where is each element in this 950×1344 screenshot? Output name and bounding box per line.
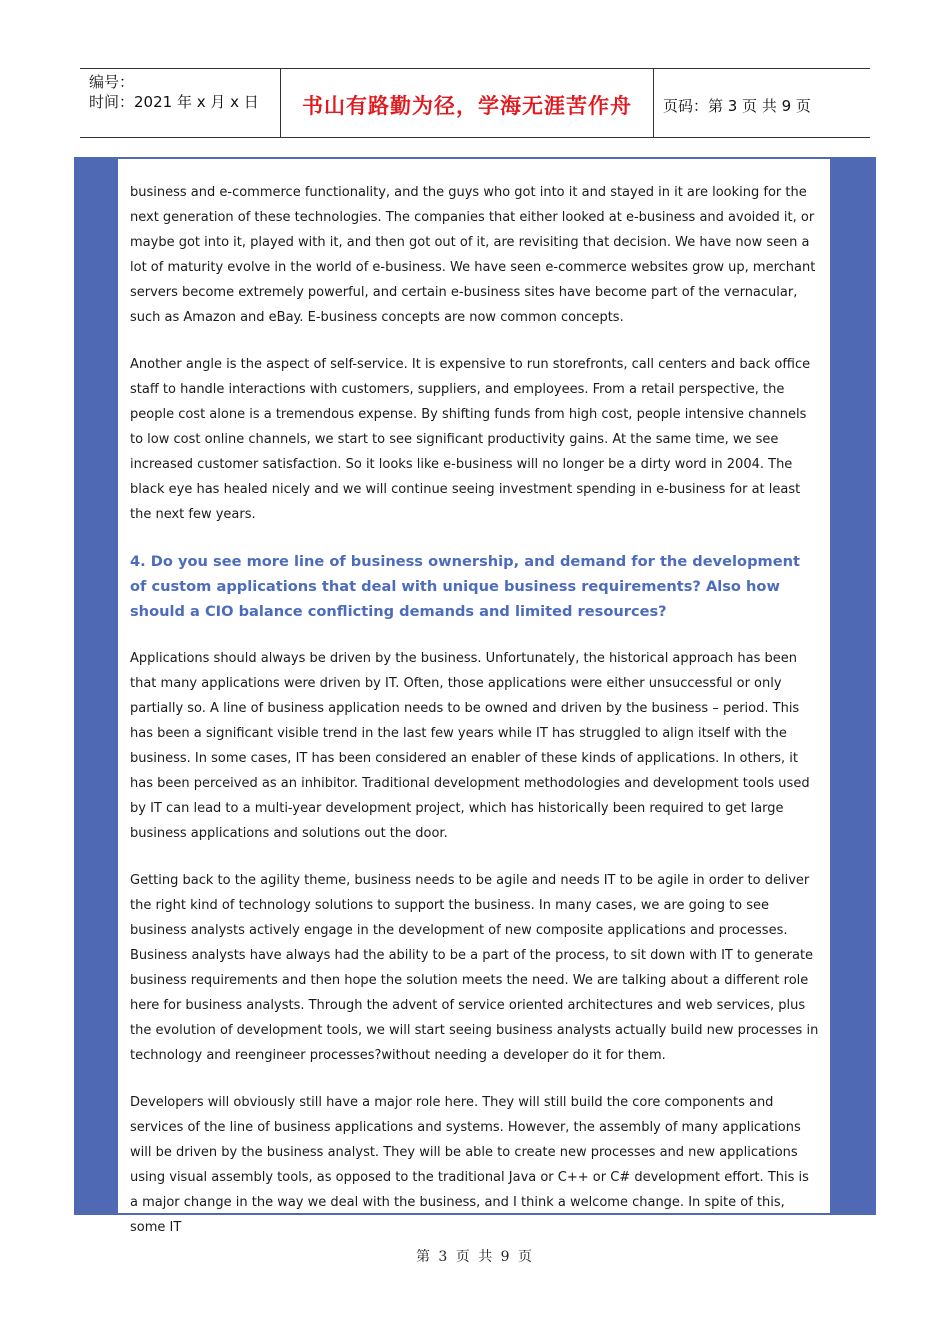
date-label: 时间：2021 年 x 月 x 日 <box>89 93 259 111</box>
page-number-label: 页码：第 3 页 共 9 页 <box>663 96 811 115</box>
header-meta <box>80 69 281 137</box>
article-body <box>118 159 830 1235</box>
number-label: 编号： <box>89 73 135 91</box>
paragraph: Applications should always be driven by the business. Unfortunately, the historical approach has been that many applications were driven by IT. Often, those applications were either unsuccessful or only partially so. A line of business application needs to be owned and driven by the business – period. This has been a significant visible trend in the last few years while IT has struggled to align itself with the business. In some cases, IT has been considered an enabler of these kinds of applications. In others, it has been perceived as an inhibitor. Traditional development methodologies and development tools used by IT can lead to a multi-year development project, which has historically been required to get large business applications and solutions out the door. <box>130 651 810 841</box>
section-question: 4. Do you see more line of business ownership, and demand for the development of custom applications that deal with unique business requirements? Also how should a CIO balance conflicting demands and limited resources? <box>130 553 800 620</box>
page-footer: 第 3 页 共 9 页 <box>415 1249 535 1265</box>
paragraph: Getting back to the agility theme, business needs to be agile and needs IT to be agile in order to deliver the right kind of technology solutions to support the business. In many cases, we are going to see business analysts actively engage in the development of new composite applications and processes. Business analysts have always had the ability to be a part of the process, to sit down with IT to generate business requirements and then hope the solution meets the need. We are talking about a different role here for business analysts. Through the advent of service oriented architectures and web services, plus the evolution of development tools, we will start seeing business analysts actually build new processes in technology and reengineer processes?without needing a developer do it for them. <box>130 873 819 1063</box>
motto: 书山有路勤为径，学海无涯苦作舟 <box>281 69 654 137</box>
paragraph: Another angle is the aspect of self-service. It is expensive to run storefronts, call centers and back office staff to handle interactions with customers, suppliers, and employees. From a retail perspective, the people cost alone is a tremendous expense. By shifting funds from high cost, people intensive channels to low cost online channels, we start to see significant productivity gains. At the same time, we see increased customer satisfaction. So it looks like e-business will no longer be a dirty word in 2004. The black eye has healed nicely and we will continue seeing investment spending in e-business for at least the next few years. <box>130 357 811 522</box>
paragraph: Developers will obviously still have a major role here. They will still build the core components and services of the line of business applications and systems. However, the assembly of many applications will be driven by the business analyst. They will be able to create new processes and new applications using visual assembly tools, as opposed to the traditional Java or C++ or C# development effort. This is a major change in the way we deal with the business, and I think a welcome change. In spite of this, some IT <box>130 1095 809 1235</box>
page-header <box>80 68 870 138</box>
paragraph: business and e-commerce functionality, and the guys who got into it and stayed in it are looking for the next generation of these technologies. The companies that either looked at e-business and avoided it, or maybe got into it, played with it, and then got out of it, are revisiting that decision. We have now seen a lot of maturity evolve in the world of e-business. We have seen e-commerce websites grow up, merchant servers become extremely powerful, and certain e-business sites have become part of the vernacular, such as Amazon and eBay. E-business concepts are now common concepts. <box>130 185 816 325</box>
